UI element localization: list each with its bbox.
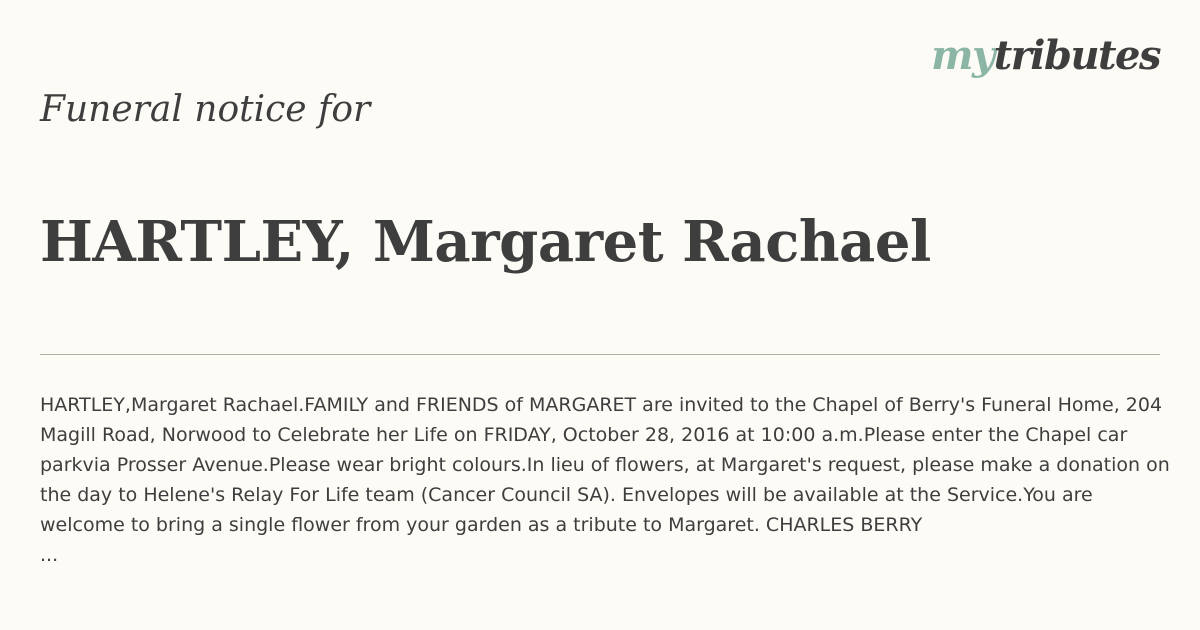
deceased-name: HARTLEY, Margaret Rachael — [40, 209, 931, 275]
notice-body-text: HARTLEY,Margaret Rachael.FAMILY and FRIENDS of MARGARET are invited to the Chapel of Berry's Funeral Home, 204 Magill Road, Norwood to Celebrate her Life on FRIDAY, October 28, 2016 at 10:00 a.m.Please enter the Chapel car parkvia Prosser Avenue.Please wear bright colours.In lieu of flowers, at Margaret's request, please make a donation on the day to Helene's Relay For Life team (Cancer Council SA). Envelopes will be available at the Service.You are welcome to bring a single flower from your garden as a tribute to Margaret. CHARLES BERRY — [40, 394, 1170, 536]
logo-my-text: my — [931, 32, 994, 79]
divider — [40, 354, 1160, 355]
notice-subtitle: Funeral notice for — [40, 89, 371, 130]
notice-body — [40, 390, 1172, 570]
truncation-ellipsis: ... — [40, 544, 59, 566]
logo-tributes-text: tributes — [993, 32, 1160, 79]
mytributes-logo[interactable] — [931, 32, 1160, 79]
